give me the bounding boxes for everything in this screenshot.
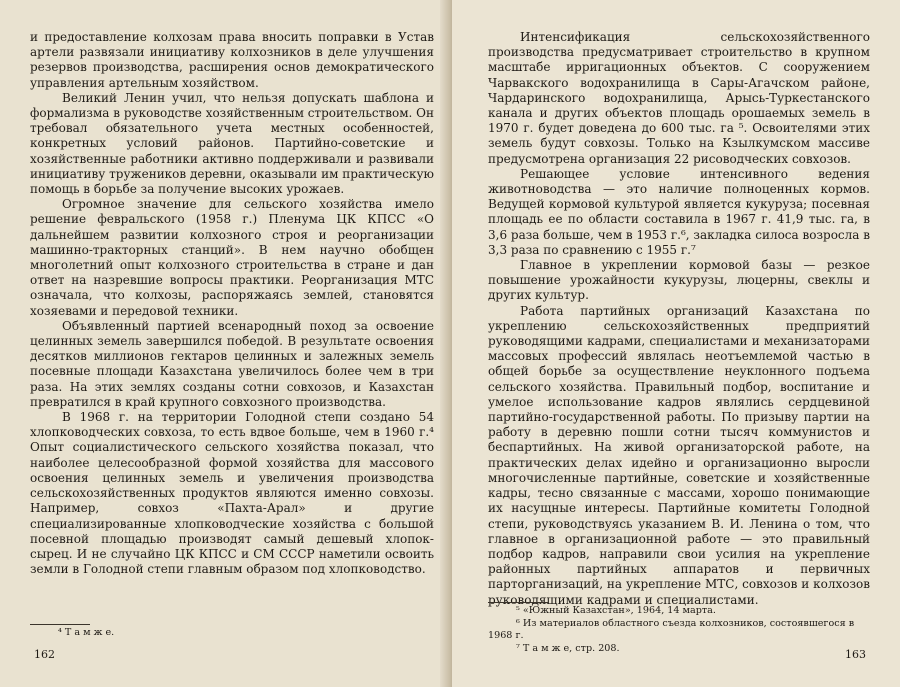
footnote: ⁴ Т а м ж е. (58, 627, 115, 638)
footnote-rule (30, 624, 90, 625)
left-page-text (30, 30, 434, 577)
footnote: ⁷ Т а м ж е, стр. 208. (516, 642, 620, 654)
paragraph: Интенсификация сельскохозяйственного производства предусматривает строительство в крупном масштабе ирригационных объектов. С сооружением Чарвакского водохранилища в Сары-Агачском районе, Чардаринского водохранилища, Арысь-Туркестанского канала и других объектов площадь орошаемых земель в 1970 г. будет доведена до 600 тыс. га ⁵. Освоителями этих земель будут совхозы. Только на Кзылкумском массиве предусмотрена организация 22 рисоводческих совхозов. (488, 30, 870, 166)
footnote: ⁶ Из материалов областного съезда колхозников, состоявшегося в 1968 г. (488, 617, 855, 641)
paragraph: Огромное значение для сельского хозяйства имело решение февральского (1958 г.) Пленума ЦК КПСС «О дальнейшем развитии колхозного строя и реорганизации машинно-тракторных станций». В нем научно обобщен многолетний опыт колхозного строительства в стране и дан ответ на назревшие вопросы практики. Реорганизация МТС означала, что колхозы, распоряжаясь землей, становятся хозяевами и передовой техники. (30, 197, 434, 318)
paragraph: Главное в укреплении кормовой базы — резкое повышение урожайности кукурузы, люцерны, свеклы и других культур. (488, 258, 870, 303)
left-page (0, 0, 448, 687)
footnote: ⁵ «Южный Казахстан», 1964, 14 марта. (516, 605, 716, 616)
left-footnotes (30, 618, 434, 640)
paragraph: В 1968 г. на территории Голодной степи создано 54 хлопководческих совхоза, то есть вдвое больше, чем в 1960 г.⁴ Опыт социалистического сельского хозяйства показал, что наиболее целесообразной формой хозяйства для массового освоения целинных земель и увеличения производства сельскохозяйственных продуктов являются именно совхозы. Например, совхоз «Пахта-Арал» и другие специализированные хлопководческие хозяйства с большой посевной площадью производят самый дешевый хлопок-сырец. И не случайно ЦК КПСС и СМ СССР наметили освоить земли в Голодной степи главным образом под хлопководство. (30, 410, 434, 577)
paragraph: Объявленный партией всенародный поход за освоение целинных земель завершился победой. В результате освоения десятков миллионов гектаров целинных и залежных земель посевные площади Казахстана увеличилось более чем в три раза. На этих землях созданы сотни совхозов, и Казахстан превратился в край крупного совхозного производства. (30, 318, 434, 409)
page-number-left: 162 (34, 648, 55, 661)
footnote-rule (488, 602, 548, 603)
paragraph: Работа партийных организаций Казахстана по укреплению сельскохозяйственных предприятий руководящими кадрами, специалистами и механизаторами массовых профессий являлась неотъемлемой частью в общей борьбе за осуществление неуклонного подъема сельского хозяйства. Правильный подбор, воспитание и умелое использование кадров являлись сердцевиной партийно-государственной работы. По призыву партии на работу в деревню пошли сотни тысяч коммунистов и беспартийных. На живой организаторской работе, на практических делах идейно и организационно выросли многочисленные партийные, советские и хозяйственные кадры, тесно связанные с массами, хорошо понимающие их насущные интересы. Партийные комитеты Голодной степи, руководствуясь указанием В. И. Ленина о том, что главное в организационной работе — это правильный подбор кадров, направили свои усилия на укрепление районных партийных аппаратов и первичных парторганизаций, на укрепление МТС, совхозов и колхозов руководящими кадрами и специалистами. (488, 303, 870, 607)
paragraph: Решающее условие интенсивного ведения животноводства — это наличие полноценных кормов. Ведущей кормовой культурой является кукуруза; посевная площадь ее по области составила в 1967 г. 41,9 тыс. га, в 3,6 раза больше, чем в 1953 г.⁶, закладка силоса возросла в 3,3 раза по сравнению с 1955 г.⁷ (488, 166, 870, 257)
right-footnotes (488, 596, 870, 655)
right-page-text (488, 30, 870, 608)
paragraph: Великий Ленин учил, что нельзя допускать шаблона и формализма в руководстве хозяйственным строительством. Он требовал обязательного учета местных особенностей, конкретных условий районов. Партийно-советские и хозяйственные работники активно поддерживали и развивали инициативу тружеников деревни, оказывали им практическую помощь в борьбе за получение высоких урожаев. (30, 90, 435, 197)
page-number-right: 163 (845, 648, 866, 661)
paragraph: и предоставление колхозам права вносить поправки в Устав артели развязали инициативу колхозников в деле улучшения резервов производства, расширения основ демократического управления артельным хозяйством. (30, 30, 434, 90)
right-page (452, 0, 900, 687)
